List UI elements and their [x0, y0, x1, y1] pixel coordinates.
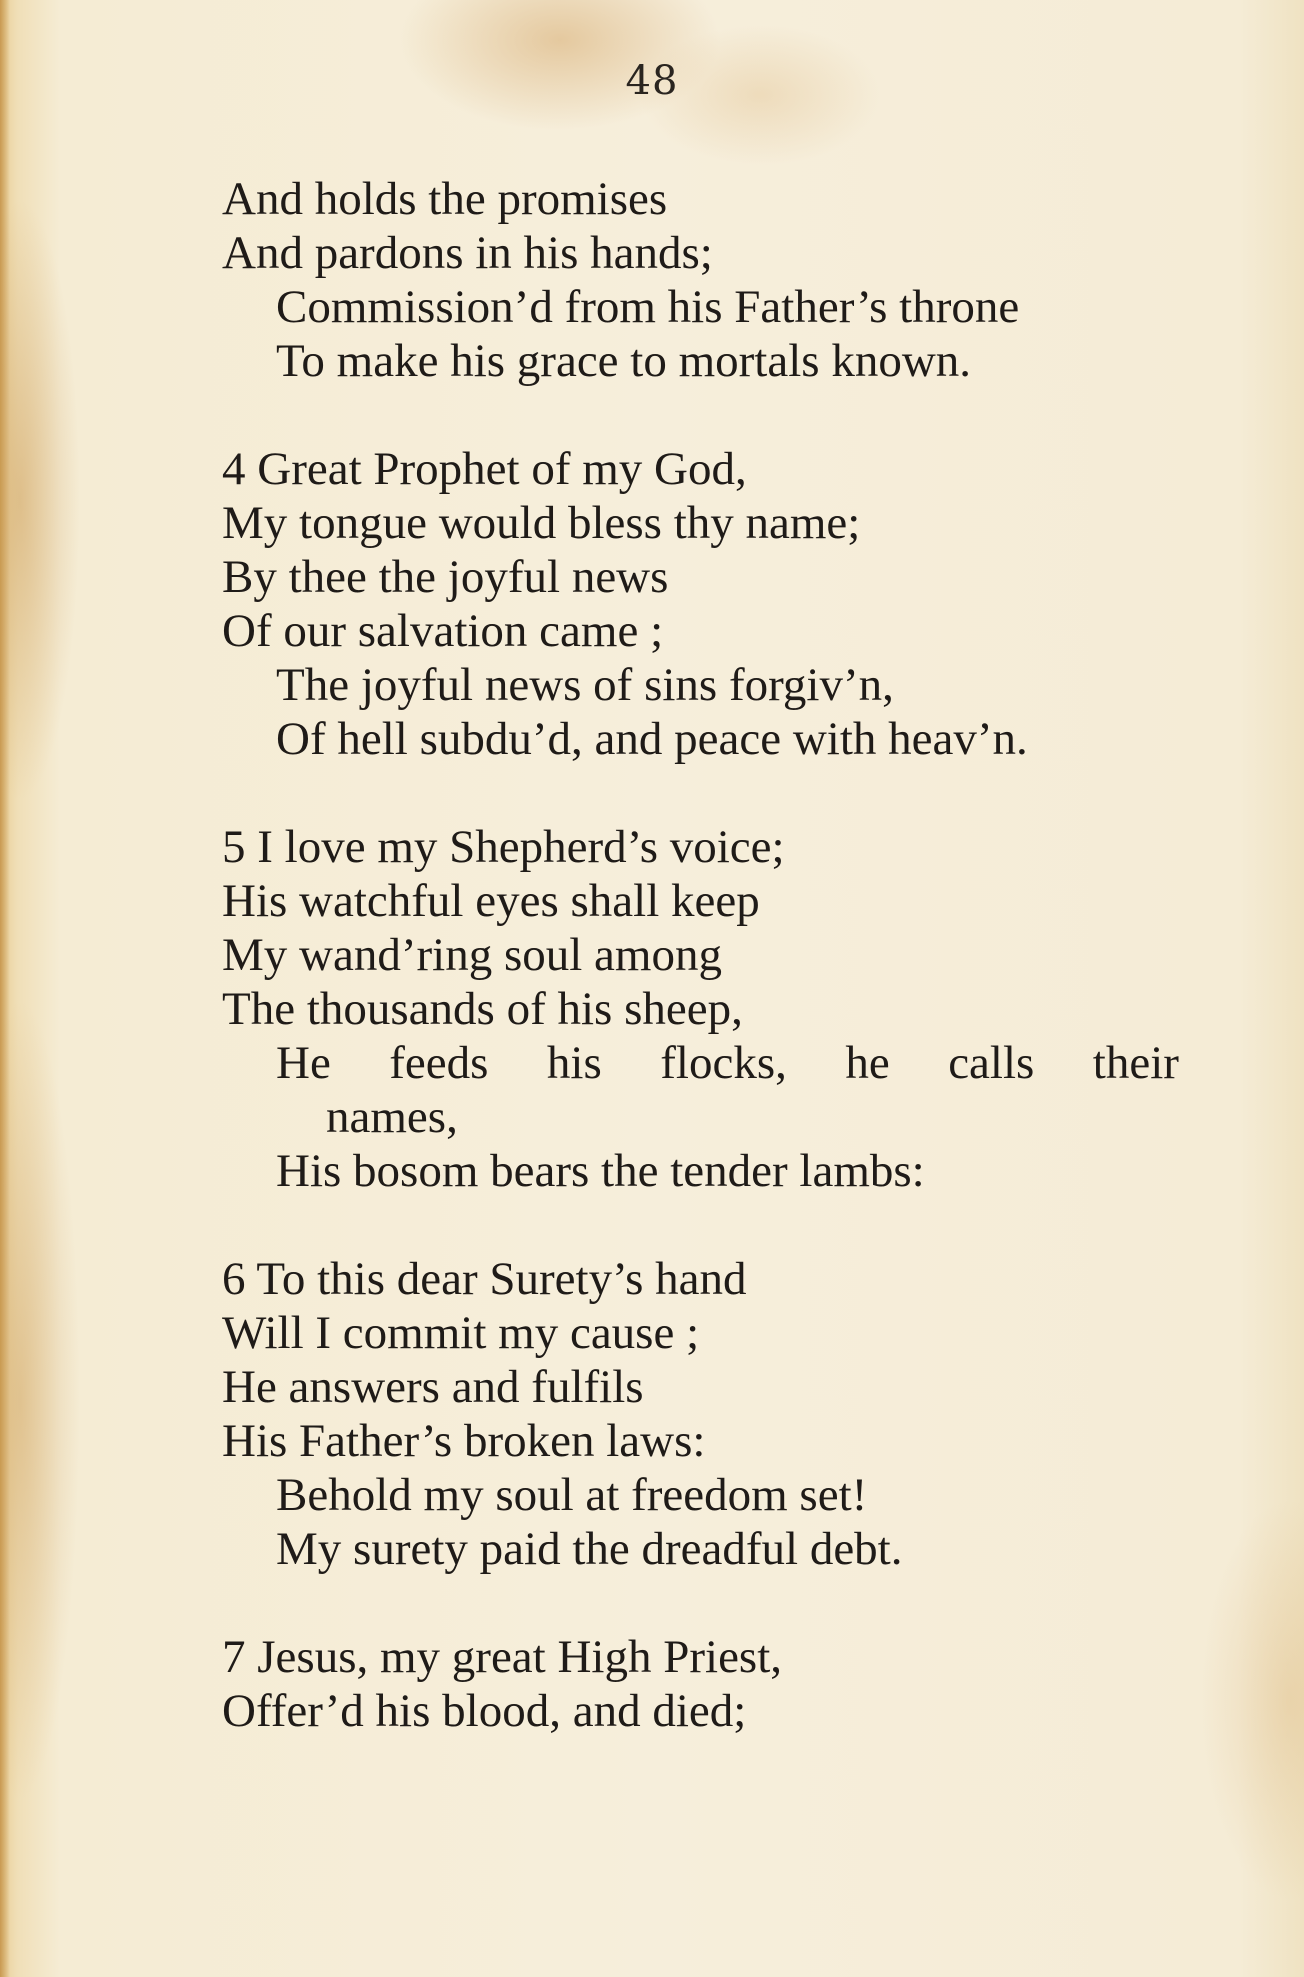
verse-line: names, — [326, 1091, 458, 1143]
verse-word: feeds — [389, 1037, 489, 1089]
verse-word: their — [1092, 1037, 1179, 1089]
verse-word: He — [276, 1037, 331, 1089]
hymn-text — [222, 172, 1222, 1738]
verse-line: Will I commit my cause ; — [222, 1307, 700, 1359]
stanza-5 — [222, 820, 1222, 1198]
verse-line: And holds the promises — [222, 173, 668, 225]
page-number: 48 — [625, 58, 679, 104]
verse-line: He answers and fulfils — [222, 1361, 644, 1413]
verse-word: calls — [948, 1037, 1035, 1089]
verse-line: By thee the joyful news — [222, 551, 669, 603]
verse-line: Behold my soul at freedom set! — [276, 1469, 868, 1521]
verse-line: 6 To this dear Surety’s hand — [222, 1253, 747, 1305]
verse-word: he — [845, 1037, 890, 1089]
stanza-7 — [222, 1630, 1222, 1738]
verse-line: His watchful eyes shall keep — [222, 875, 760, 927]
verse-line: 5 I love my Shepherd’s voice; — [222, 821, 785, 873]
verse-line: My tongue would bless thy name; — [222, 497, 861, 549]
verse-word: his — [546, 1037, 602, 1089]
stanza-6 — [222, 1252, 1222, 1576]
verse-line: My wand’ring soul among — [222, 929, 722, 981]
verse-line: Of hell subdu’d, and peace with heav’n. — [276, 713, 1028, 765]
verse-line: To make his grace to mortals known. — [276, 335, 972, 387]
verse-line: The thousands of his sheep, — [222, 983, 743, 1035]
verse-line: And pardons in his hands; — [222, 227, 713, 279]
verse-line: His Father’s broken laws: — [222, 1415, 706, 1467]
verse-line: The joyful news of sins forgiv’n, — [276, 659, 894, 711]
page-edge — [0, 0, 10, 1977]
verse-line: Offer’d his blood, and died; — [222, 1685, 747, 1737]
verse-line: 7 Jesus, my great High Priest, — [222, 1631, 783, 1683]
verse-line: My surety paid the dreadful debt. — [276, 1523, 903, 1575]
verse-line: 4 Great Prophet of my God, — [222, 443, 747, 495]
stanza — [222, 172, 1222, 388]
stanza-4 — [222, 442, 1222, 766]
verse-line-justified — [222, 1036, 1179, 1090]
verse-line: His bosom bears the tender lambs: — [276, 1145, 925, 1197]
verse-line: Commission’d from his Father’s throne — [276, 281, 1020, 333]
verse-line: Of our salvation came ; — [222, 605, 664, 657]
verse-word: flocks, — [660, 1037, 787, 1089]
